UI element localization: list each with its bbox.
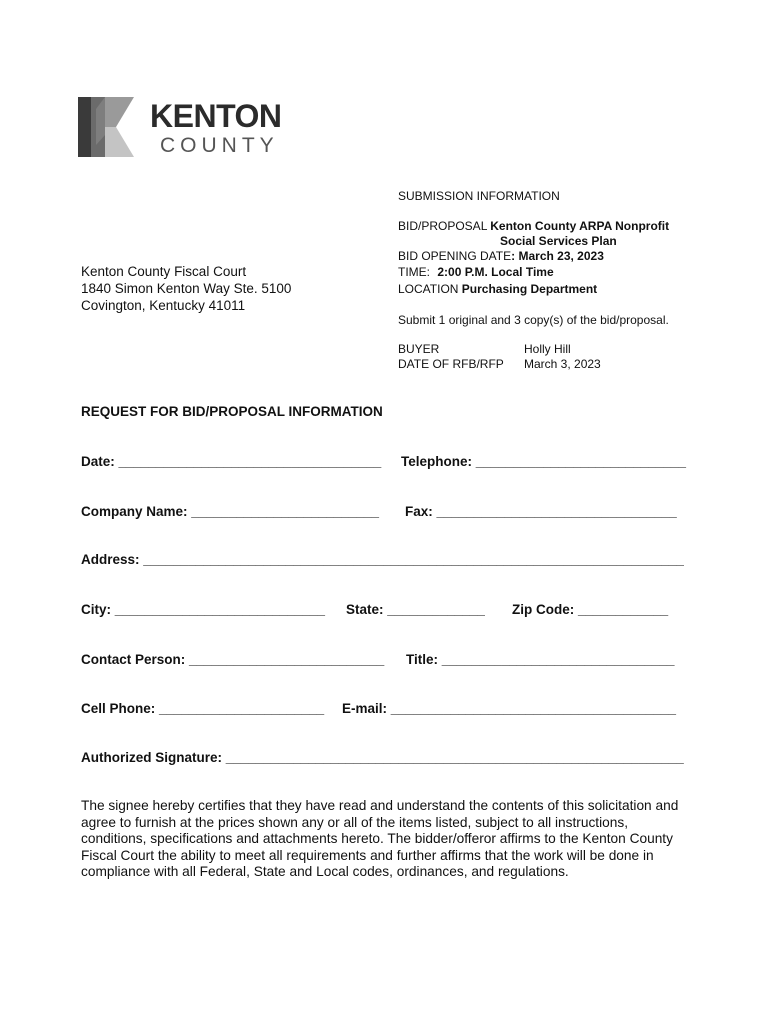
bid-proposal-value-2: Social Services Plan [500,234,617,248]
submission-heading: SUBMISSION INFORMATION [398,189,560,203]
title-field[interactable]: Title: _______________________________ [406,652,675,667]
bid-opening-label: BID OPENING DATE [398,249,512,263]
address-line-1: Kenton County Fiscal Court [81,264,247,279]
logo-wordmark-county: COUNTY [160,134,279,157]
buyer-value: Holly Hill [524,342,571,356]
time-line [398,265,554,280]
address-line-2: 1840 Simon Kenton Way Ste. 5100 [81,281,292,296]
contact-person-field[interactable]: Contact Person: __________________________ [81,652,385,667]
location-line [398,282,597,297]
zip-code-field[interactable]: Zip Code: ____________ [512,602,669,617]
k-logo-icon [78,97,136,157]
fax-field[interactable]: Fax: ________________________________ [405,504,677,519]
logo-wordmark-kenton: KENTON [150,98,282,134]
cell-phone-field[interactable]: Cell Phone: ______________________ [81,701,325,716]
rfb-date-value: March 3, 2023 [524,357,601,371]
bid-opening-date-line [398,249,604,264]
city-field[interactable]: City: ____________________________ [81,602,325,617]
request-form-title: REQUEST FOR BID/PROPOSAL INFORMATION [81,404,383,419]
rfb-date-label: DATE OF RFB/RFP [398,357,504,371]
location-label: LOCATION [398,282,459,296]
bid-proposal-line [398,219,669,234]
email-field[interactable]: E-mail: ______________________________________ [342,701,677,716]
state-field[interactable]: State: _____________ [346,602,485,617]
location-value: Purchasing Department [461,282,598,296]
date-field[interactable]: Date: ___________________________________ [81,454,382,469]
company-name-field[interactable]: Company Name: _________________________ [81,504,379,519]
bid-opening-value: March 23, 2023 [518,249,604,263]
certification-paragraph: The signee hereby certifies that they have read and understand the contents of this solicitation and agree to furnish at the prices shown any or all of the items listed, subject to all instructions, conditions, specifications and attachments hereto. The bidder/offeror affirms to the Kenton County Fiscal Court the ability to meet all requirements and further affirms that the work will be done in compliance with all Federal, State and Local codes, ordinances, and regulations. [81,798,679,879]
time-value: 2:00 P.M. Local Time [437,265,554,279]
buyer-label: BUYER [398,342,440,356]
bid-proposal-value: Kenton County ARPA Nonprofit [490,219,670,233]
authorized-signature-field[interactable]: Authorized Signature: _____________________________________________________________ [81,750,684,765]
bid-proposal-label: BID/PROPOSAL [398,219,487,233]
bid-proposal-line-2 [500,234,617,249]
submission-instruction: Submit 1 original and 3 copy(s) of the bid/proposal. [398,313,669,327]
address-line-3: Covington, Kentucky 41011 [81,298,246,313]
fiscal-court-address [81,263,291,314]
telephone-field[interactable]: Telephone: ____________________________ [401,454,686,469]
bid-opening-colon: : [511,249,516,263]
address-field[interactable]: Address: ________________________________________________________________________ [81,552,684,567]
kenton-county-logo-mark [78,97,136,157]
time-label: TIME: [398,265,430,279]
